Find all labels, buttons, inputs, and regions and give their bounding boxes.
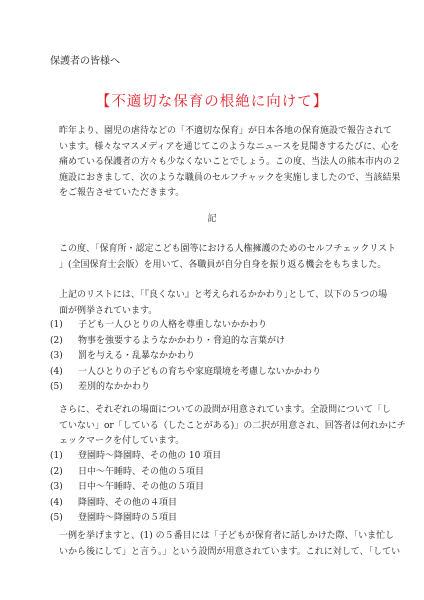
text-line: さらに、それぞれの場面についての設問が用意されています。全設問について「し	[59, 405, 391, 415]
text-line: いから後にして」と言う。」という設問が用意されています。これに対して、「してい	[59, 546, 401, 557]
text-line: をご報告させていただきます。	[59, 188, 185, 198]
list-item	[50, 480, 380, 496]
list-text: 降園時、その他の４項目	[78, 497, 178, 508]
scenes-paragraph	[50, 288, 388, 319]
text-line: 昨年より、園児の虐待などの「不適切な保育」が日本各地の保育施設で報告されて	[59, 126, 393, 136]
list-item	[50, 449, 380, 465]
list-text: 登園時〜降園時の５項目	[78, 513, 178, 523]
list-text: 日中〜午睡時、その他の５項目	[78, 466, 205, 477]
list-text: 一人ひとりの子どもの育ちや家庭環境を考慮しないかかわり	[78, 366, 322, 377]
text-line: 」(全国保育士会版）を用いて、各職員が自分自身を振り返る機会をもちました。	[59, 259, 387, 270]
text-line: 痛めている保護者の方々も少なくないことでしょう。この度、当法人の熊本市内の２	[59, 157, 402, 167]
list-item	[50, 318, 380, 334]
document-title: 【不適切な保育の根絶に向けて】	[95, 94, 329, 110]
list-text: 登園時〜降園時、その他の 10 項目	[78, 451, 222, 461]
list-number: (3)	[50, 482, 63, 492]
questions-paragraph	[50, 403, 406, 450]
intro-paragraph	[50, 124, 402, 202]
list-text: 罰を与える・乱暴なかかわり	[78, 351, 196, 361]
ki-heading: 記	[207, 214, 217, 224]
text-line: 一例を挙げますと、(1) の５番目には「子どもが保育者に話しかけた際、｢いま忙し	[59, 531, 395, 541]
list-number: (2)	[50, 335, 63, 346]
list-number: (3)	[50, 351, 63, 361]
list-number: (1)	[50, 320, 63, 330]
text-line: この度、「保育所・認定こども園等における人権擁護のためのセルフチェックリスト	[59, 244, 397, 254]
list-item	[50, 380, 380, 396]
list-number: (2)	[50, 466, 63, 477]
text-line: 上記のリストには、｢『良くない』と考えられるかかわり｣として、以下の５つの場	[59, 290, 388, 300]
list-number: (5)	[50, 382, 63, 392]
list-number: (5)	[50, 513, 63, 523]
list-item	[50, 511, 380, 527]
text-line: います。様々なマスメディアを通じてこのようなニュースを見聞きするたびに、心を	[59, 141, 400, 152]
list-item	[50, 496, 380, 512]
list-text: 物事を強要するようなかかわり・脅迫的な言葉がけ	[78, 335, 286, 346]
list-item	[50, 349, 380, 365]
scene-list	[50, 318, 380, 396]
salutation: 保護者の皆様へ	[50, 56, 120, 67]
list-text: 差別的なかかわり	[78, 382, 151, 392]
list-text: 子ども一人ひとりの人格を尊重しないかかわり	[78, 320, 268, 330]
list-item	[50, 334, 380, 350]
text-line: 施設におきまして、次のような職員のセルフチャックを実施しましたので、当該結果	[59, 172, 401, 183]
question-list	[50, 449, 380, 527]
list-item	[50, 465, 380, 481]
list-number: (4)	[50, 497, 63, 508]
example-paragraph	[50, 529, 401, 560]
list-number: (1)	[50, 451, 63, 461]
list-item	[50, 365, 380, 381]
text-line: 面が例挙されています。	[59, 305, 158, 316]
text-line: ェックマークを付しています。	[59, 436, 185, 446]
list-number: (4)	[50, 366, 63, 377]
list-text: 日中〜午睡時、その他の５項目	[78, 482, 205, 492]
checklist-paragraph	[50, 242, 397, 273]
text-line: ていない」or「している（したことがある)」の二択が用意され、回答者は何れかにチ	[59, 420, 406, 431]
